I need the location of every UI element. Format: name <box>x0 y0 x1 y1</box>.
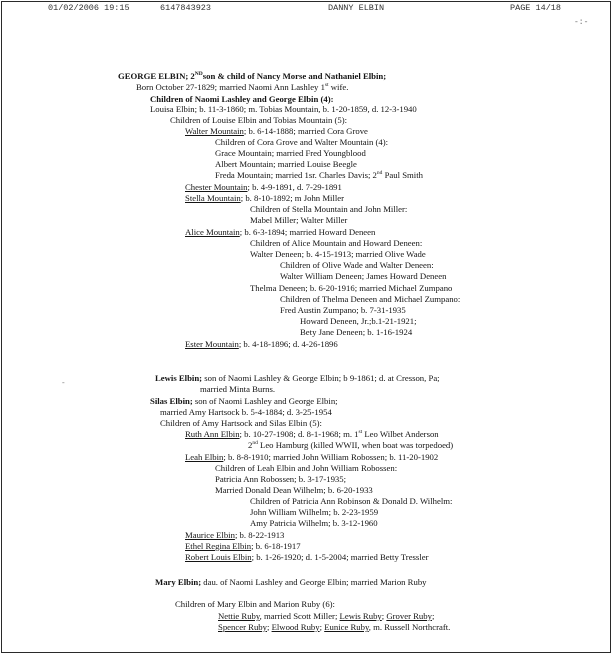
document-line <box>136 82 348 92</box>
line-text: nd <box>252 440 258 447</box>
line-text: ; b. 1-26-1920; d. 1-5-2004; married Betty Tressler <box>251 552 429 562</box>
bold-heading-text: ND <box>194 71 203 78</box>
line-text: John William Wilhelm; b. 2-23-1959 <box>250 507 379 517</box>
document-line <box>250 507 378 517</box>
line-text: ; <box>381 611 387 621</box>
line-text: ; b. 4-9-1891, d. 7-29-1891 <box>247 182 342 192</box>
document-line <box>215 159 357 169</box>
document-line <box>185 429 439 439</box>
line-text: ; b. 4-18-1896; d. 4-26-1896 <box>238 339 338 349</box>
document-line <box>215 137 388 147</box>
document-line <box>185 126 368 136</box>
line-text: Children of Louise Elbin and Tobias Mountain (5): <box>170 115 348 125</box>
document-line <box>280 294 460 304</box>
document-line <box>185 552 428 562</box>
line-text: Children of Stella Mountain and John Miller: <box>250 204 408 214</box>
document-line <box>280 260 434 270</box>
underlined-name: Ester Mountain <box>185 339 239 349</box>
line-text: Louisa Elbin; b. 11-3-1860; m. Tobias Mountain, b. 1-20-1859, d. 12-3-1940 <box>150 104 417 114</box>
fax-phone: 6147843923 <box>160 3 212 13</box>
line-text: ; b. 8-8-1910; married John William Robossen; b. 11-20-1902 <box>223 452 439 462</box>
line-text: Children of Amy Hartsock and Silas Elbin (5): <box>160 418 322 428</box>
line-text: Children of Cora Grove and Walter Mountain (4): <box>215 137 389 147</box>
line-text: Children of Thelma Deneen and Michael Zumpano: <box>280 294 461 304</box>
underlined-name: Ethel Regina Elbin <box>185 541 252 551</box>
line-text: ; <box>319 622 325 632</box>
underlined-name: Nettie Ruby <box>218 611 260 621</box>
document-line <box>280 271 446 281</box>
document-line <box>215 170 423 180</box>
document-line <box>150 104 417 114</box>
line-text: Children of Leah Elbin and John William Robossen: <box>215 463 398 473</box>
document-line <box>185 541 301 551</box>
underlined-name: Grover Ruby <box>386 611 432 621</box>
line-text: Born October 27-1829; married Naomi Ann Lashley 1 <box>136 82 325 92</box>
underlined-name: Robert Louis Elbin <box>185 552 252 562</box>
line-text: wife. <box>328 82 349 92</box>
line-text: Grace Mountain; married Fred Youngblood <box>215 148 366 158</box>
bold-heading-text: Silas Elbin; <box>150 396 193 406</box>
document-line <box>155 577 427 587</box>
line-text: Fred Austin Zumpano; b. 7-31-1935 <box>280 305 406 315</box>
line-text: son of Naomi Lashley & George Elbin; b 9-1861; d. at Cresson, Pa; <box>202 373 440 383</box>
bold-heading-text: Lewis Elbin; <box>155 373 203 383</box>
document-line <box>185 530 284 540</box>
document-line <box>160 418 322 428</box>
line-text: Bety Jane Deneen; b. 1-16-1924 <box>300 327 413 337</box>
document-line <box>118 71 386 81</box>
line-text: Howard Deneen, Jr.;b.1-21-1921; <box>300 316 417 326</box>
line-text: Children of Olive Wade and Walter Deneen: <box>280 260 434 270</box>
underlined-name: Eunice Ruby <box>324 622 369 632</box>
document-line <box>185 452 438 462</box>
document-line <box>215 474 346 484</box>
line-text: ; <box>266 622 272 632</box>
line-text: Children of Mary Elbin and Marion Ruby (6): <box>175 599 335 609</box>
line-text: ; b. 10-27-1908; d. 8-1-1968; m. 1 <box>239 429 359 439</box>
document-line <box>300 327 412 337</box>
line-text: Married Donald Dean Wilhelm; b. 6-20-1933 <box>215 485 373 495</box>
line-text: Patricia Ann Robossen; b. 3-17-1935; <box>215 474 347 484</box>
underlined-name: Elwood Ruby <box>271 622 320 632</box>
line-text: Children of Alice Mountain and Howard Deneen: <box>250 238 423 248</box>
line-text: , married Scott Miller; <box>259 611 340 621</box>
document-line <box>280 305 406 315</box>
document-line <box>185 193 344 203</box>
line-text: son of Naomi Lashley and George Elbin; <box>192 396 338 406</box>
line-text: Leo Hamburg (killed WWII, when boat was torpedoed) <box>257 440 454 450</box>
underlined-name: Alice Mountain <box>185 227 240 237</box>
line-text: Leo Wilbet Anderson <box>362 429 439 439</box>
document-line <box>215 485 373 495</box>
underlined-name: Chester Mountain <box>185 182 248 192</box>
line-text: Thelma Deneen; b. 6-20-1916; married Michael Zumpano <box>250 283 453 293</box>
document-line <box>250 518 378 528</box>
bold-heading-text: GEORGE ELBIN; 2 <box>118 71 195 81</box>
document-line <box>250 283 452 293</box>
line-text: married Amy Hartsock b. 5-4-1884; d. 3-25-1954 <box>160 407 332 417</box>
underlined-name: Spencer Ruby <box>218 622 267 632</box>
line-text: Paul Smith <box>382 170 423 180</box>
line-text: ; b. 8-22-1913 <box>234 530 285 540</box>
line-text: st <box>358 429 363 436</box>
line-text: 2 <box>248 440 253 450</box>
line-text: ; b. 6-3-1894; married Howard Deneen <box>239 227 376 237</box>
underlined-name: Lewis Ruby <box>339 611 382 621</box>
document-line <box>150 94 334 104</box>
line-text: ; b. 6-14-1888; married Cora Grove <box>243 126 368 136</box>
line-text: dau. of Naomi Lashley and George Elbin; married Marion Ruby <box>201 577 427 587</box>
document-line <box>250 238 422 248</box>
underlined-name: Walter Mountain <box>185 126 244 136</box>
scan-mark: - <box>62 378 65 387</box>
line-text: ; b. 6-18-1917 <box>251 541 301 551</box>
underlined-name: Leah Elbin <box>185 452 224 462</box>
line-text: Walter Deneen; b. 4-15-1913; married Olive Wade <box>250 249 426 259</box>
fax-page: PAGE 14/18 <box>510 3 562 13</box>
document-line <box>185 182 342 192</box>
line-text: Mabel Miller; Walter Miller <box>250 215 348 225</box>
document-line <box>175 599 335 609</box>
line-text: Children of Patricia Ann Robinson & Donald D. Wilhelm: <box>250 496 453 506</box>
bold-heading-text: Mary Elbin; <box>155 577 202 587</box>
line-text: st <box>324 82 329 89</box>
document-line <box>170 115 347 125</box>
line-text: Albert Mountain; married Louise Beegle <box>215 159 357 169</box>
document-line <box>185 227 375 237</box>
document-line <box>300 316 417 326</box>
line-text: married Minta Burns. <box>200 384 276 394</box>
document-line <box>150 396 338 406</box>
document-line <box>218 622 450 632</box>
document-line <box>200 384 275 394</box>
document-line <box>250 204 407 214</box>
document-line <box>250 249 426 259</box>
line-text: Freda Mountain; married 1sr. Charles Davis; 2 <box>215 170 377 180</box>
fax-sender: DANNY ELBIN <box>328 3 385 13</box>
underlined-name: Maurice Elbin <box>185 530 235 540</box>
line-text: ; b. 8-10-1892; m John Miller <box>240 193 345 203</box>
document-line <box>155 373 440 383</box>
document-line <box>218 611 434 621</box>
bold-heading-text: son & child of Nancy Morse and Nathaniel Elbin; <box>202 71 387 81</box>
line-text: nd <box>376 170 383 177</box>
document-line <box>215 463 397 473</box>
underlined-name: Ruth Ann Elbin <box>185 429 240 439</box>
bold-heading-text: Children of Naomi Lashley and George Elbin (4): <box>150 94 334 104</box>
document-line <box>250 496 452 506</box>
line-text: Walter William Deneen; James Howard Deneen <box>280 271 447 281</box>
scan-mark: -:- <box>574 18 589 27</box>
line-text: , m. Russell Northcraft. <box>368 622 451 632</box>
line-text: Amy Patricia Wilhelm; b. 3-12-1960 <box>250 518 378 528</box>
document-line <box>250 215 347 225</box>
document-line <box>215 148 366 158</box>
document-line <box>185 339 338 349</box>
document-line <box>160 407 332 417</box>
underlined-name: Stella Mountain <box>185 193 241 203</box>
document-line <box>248 440 453 450</box>
fax-datetime: 01/02/2006 19:15 <box>48 3 130 13</box>
line-text: ; <box>431 611 435 621</box>
